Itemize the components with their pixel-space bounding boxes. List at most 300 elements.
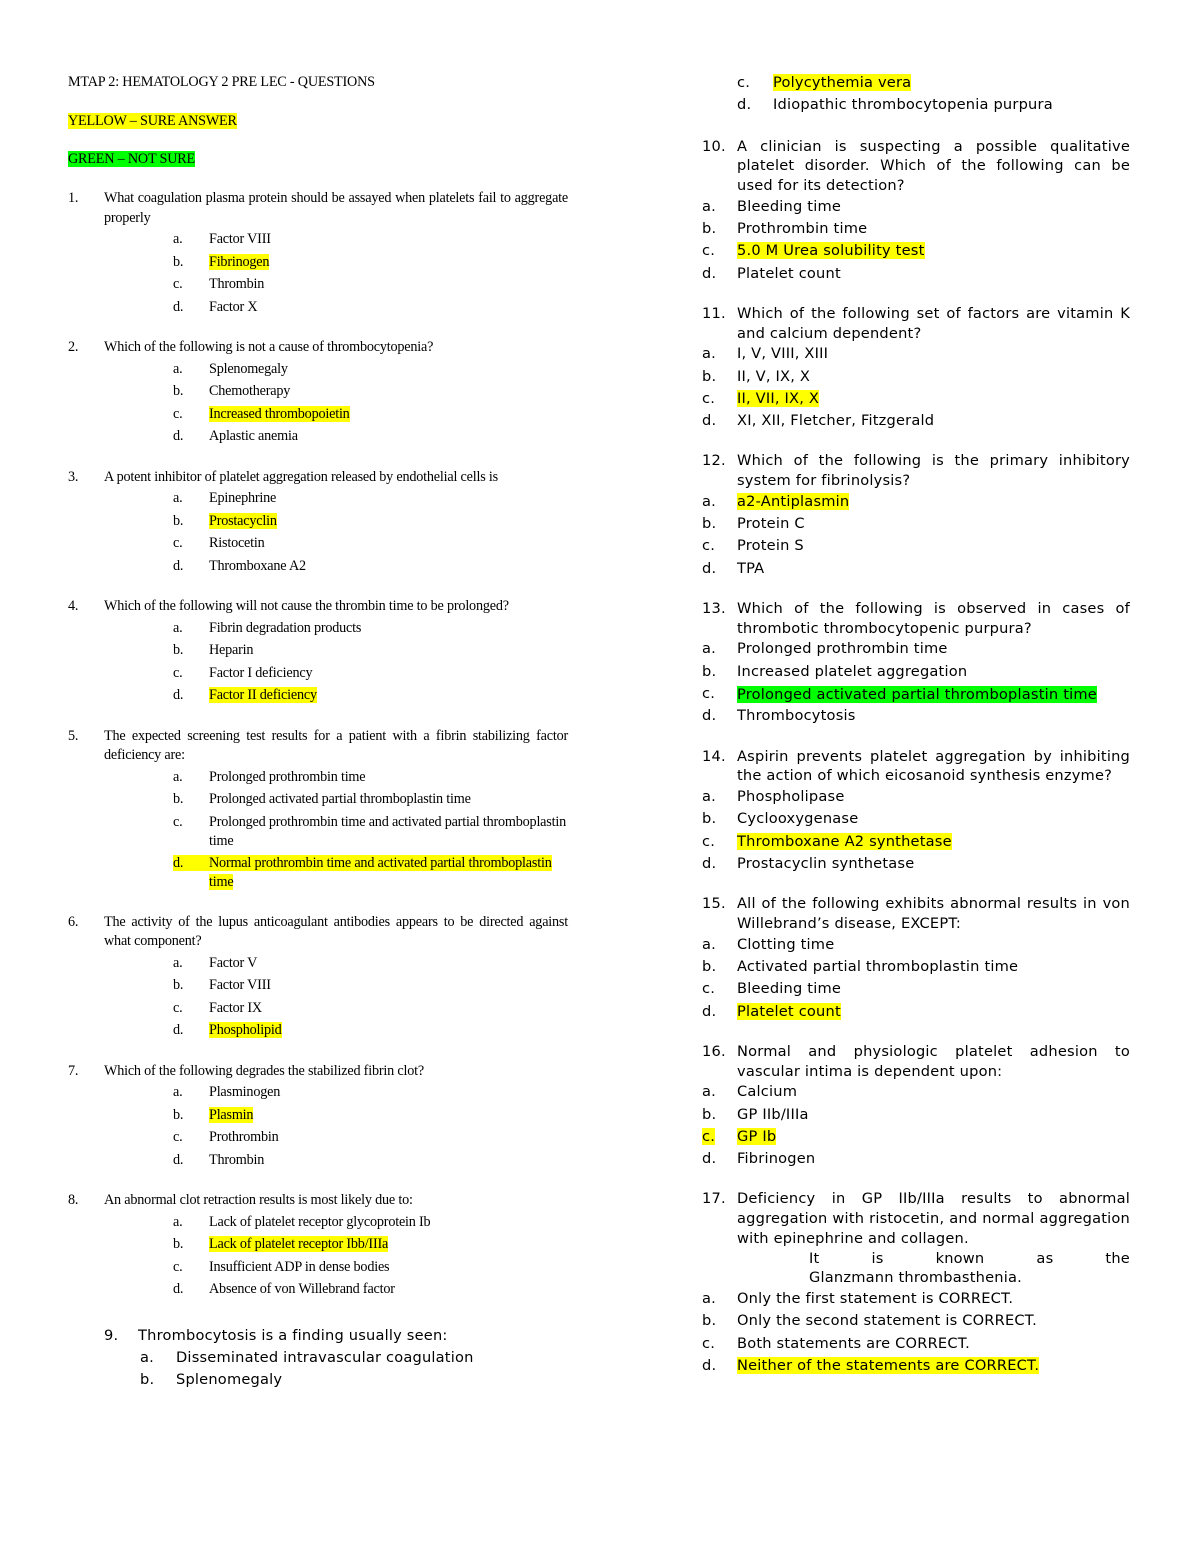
statement-word: known — [935, 1249, 985, 1267]
option-text-value: Prolonged activated partial thromboplastin time — [737, 686, 1097, 704]
answer-option — [140, 1347, 568, 1369]
option-text — [737, 535, 1130, 557]
option-text-value: Plasmin — [209, 1106, 254, 1123]
option-letter-text: c. — [702, 980, 716, 998]
statement-two-end: Glanzmann thrombasthenia. — [809, 1269, 1022, 1287]
answer-option — [173, 1149, 568, 1172]
option-text-value: Fibrin degradation products — [209, 619, 362, 636]
option-text-value: Thrombocytosis — [737, 707, 856, 725]
option-letter — [702, 786, 737, 808]
answer-option — [702, 1104, 1130, 1126]
right-column — [702, 72, 1130, 1377]
option-text — [737, 388, 1130, 410]
question-9 — [105, 1325, 568, 1392]
option-letter-text: d. — [173, 1281, 184, 1297]
option-letter — [702, 661, 737, 683]
option-text — [209, 1211, 568, 1234]
option-letter — [702, 1148, 737, 1170]
question-number: 10. — [702, 137, 726, 155]
option-letter — [173, 662, 209, 685]
option-text-value: Ristocetin — [209, 535, 265, 551]
question-stem: Deficiency in GP IIb/IIIa results to abnormal aggregation with ristocetin, and normal aggregation with epinephrine and collagen. — [737, 1190, 1130, 1247]
question-stem: Which of the following is not a cause of thrombocytopenia? — [104, 339, 434, 355]
option-letter-text: c. — [173, 664, 183, 681]
option-text — [209, 532, 568, 555]
option-letter — [702, 491, 737, 513]
answer-option — [173, 852, 568, 893]
answer-option — [702, 661, 1130, 683]
option-letter — [173, 296, 209, 319]
option-letter-text: c. — [173, 535, 183, 551]
option-text — [209, 510, 568, 533]
answer-option — [173, 684, 568, 707]
answer-option — [173, 1233, 568, 1256]
option-text-value: Bleeding time — [737, 197, 842, 215]
option-text-value: Lack of platelet receptor glycoprotein Ib — [209, 1213, 431, 1230]
question-stem: Which of the following will not cause the thrombin time to be prolonged? — [104, 598, 509, 614]
option-letter — [173, 251, 209, 274]
answer-option — [173, 228, 568, 251]
question-stem: Which of the following is observed in cases of thrombotic thrombocytopenic purpura? — [737, 600, 1130, 637]
question-number — [32, 1191, 104, 1211]
question-stem: An abnormal clot retraction results is most likely due to: — [104, 1192, 413, 1208]
option-text-value: Thromboxane A2 — [209, 557, 306, 574]
question-row — [32, 338, 568, 358]
answer-option — [173, 952, 568, 975]
option-letter-text: c. — [702, 389, 716, 407]
option-text — [737, 491, 1130, 513]
option-letter — [173, 1211, 209, 1234]
option-letter — [173, 510, 209, 533]
option-letter — [702, 808, 737, 830]
option-letter-text: c. — [702, 242, 716, 260]
question-number: 17. — [702, 1190, 726, 1208]
option-letter — [702, 535, 737, 557]
option-text-value: Prothrombin time — [737, 220, 868, 237]
question-row — [702, 1189, 1130, 1248]
question-number — [32, 597, 104, 617]
option-letter — [702, 1001, 737, 1023]
option-letter — [173, 811, 209, 852]
option-letter-text: c. — [173, 1129, 183, 1145]
answer-option — [702, 808, 1130, 830]
question-row — [32, 597, 568, 617]
option-text-value: Phospholipase — [737, 788, 845, 806]
option-letter-text: d. — [702, 1150, 717, 1168]
option-text — [209, 1256, 568, 1279]
answer-option — [702, 513, 1130, 535]
question-row — [702, 137, 1130, 196]
option-letter — [702, 638, 737, 660]
question-number-text: 1. — [68, 190, 79, 206]
answer-option — [173, 974, 568, 997]
option-letter — [173, 639, 209, 662]
option-text — [737, 1001, 1130, 1023]
option-text-value: Factor VIII — [209, 231, 271, 247]
question-number-text: 5. — [68, 727, 79, 744]
question-9-continued — [702, 72, 1130, 117]
option-letter-text: b. — [173, 253, 184, 270]
question-number — [32, 727, 104, 766]
option-text-value: Lack of platelet receptor Ibb/IIIa — [209, 1236, 389, 1252]
option-letter-text: b. — [173, 512, 184, 529]
answer-option — [702, 978, 1130, 1000]
option-letter-text: a. — [173, 360, 183, 377]
option-text — [209, 1081, 568, 1104]
option-letter-text: d. — [173, 428, 184, 444]
answer-option — [702, 1288, 1130, 1310]
option-text-value: II, VII, IX, X — [737, 389, 820, 407]
option-text — [737, 366, 1130, 388]
option-text-value: Absence of von Willebrand factor — [209, 1281, 395, 1297]
answer-option — [173, 639, 568, 662]
option-letter-text: d. — [702, 854, 717, 872]
option-letter — [702, 558, 737, 580]
option-letter — [173, 788, 209, 811]
option-text — [209, 766, 568, 789]
option-text-value: Thrombin — [209, 276, 265, 292]
option-letter: c. — [702, 1334, 716, 1352]
option-text — [737, 786, 1130, 808]
option-letter — [173, 1256, 209, 1279]
option-letter — [173, 766, 209, 789]
option-letter-text: b. — [702, 810, 717, 828]
option-text — [737, 1355, 1130, 1377]
option-letter — [702, 683, 737, 705]
option-letter-text: b. — [173, 1236, 184, 1252]
option-letter: d. — [737, 96, 752, 114]
option-text-value: XI, XII, Fletcher, Fitzgerald — [737, 412, 935, 430]
option-letter — [702, 240, 737, 262]
option-letter-text: b. — [173, 1106, 184, 1123]
question-stem: The expected screening test results for a patient with a fibrin stabilizing factor deficiency are: — [104, 727, 568, 763]
option-text-value: Increased platelet aggregation — [737, 662, 968, 680]
option-text — [737, 196, 1130, 218]
question-number: 15. — [702, 895, 726, 913]
option-text-value: Platelet count — [737, 264, 841, 282]
option-letter-text: c. — [702, 537, 716, 555]
answer-option — [702, 956, 1130, 978]
option-letter-text: d. — [702, 412, 717, 430]
option-text-value: a2-Antiplasmin — [737, 492, 850, 510]
option-text — [209, 380, 568, 403]
option-letter-text: b. — [702, 957, 717, 975]
answer-option — [173, 811, 568, 852]
question-block — [68, 913, 568, 1042]
answer-option — [173, 510, 568, 533]
option-text — [209, 296, 568, 319]
question-row — [32, 1191, 568, 1211]
option-text — [209, 952, 568, 975]
option-text — [209, 997, 568, 1020]
option-text — [209, 662, 568, 685]
option-text — [209, 639, 568, 662]
answer-option — [702, 683, 1130, 705]
answer-option — [702, 1126, 1130, 1148]
question-row — [32, 468, 568, 488]
question-block — [68, 727, 568, 893]
question-block — [702, 1042, 1130, 1171]
question-number — [32, 189, 104, 228]
option-letter — [702, 853, 737, 875]
answer-option — [702, 1148, 1130, 1170]
option-letter-text: d. — [702, 707, 717, 725]
answer-option — [140, 1369, 568, 1391]
question-row — [702, 1042, 1130, 1081]
legend-yellow: YELLOW – SURE ANSWER — [68, 113, 237, 129]
option-text-value: Protein S — [737, 537, 804, 555]
option-letter: c. — [737, 74, 751, 91]
option-letter — [173, 852, 209, 893]
option-text-value: GP Ib — [737, 1127, 777, 1145]
answer-option — [173, 1278, 568, 1301]
question-number: 9. — [104, 1326, 119, 1344]
answer-option — [702, 1081, 1130, 1103]
option-letter-text: a. — [173, 954, 183, 971]
question-row — [32, 189, 568, 228]
option-text — [209, 1233, 568, 1256]
option-letter-text: a. — [702, 345, 716, 363]
question-number: 12. — [702, 452, 726, 470]
answer-option — [702, 558, 1130, 580]
option-letter — [702, 978, 737, 1000]
option-text-value: Activated partial thromboplastin time — [737, 957, 1019, 975]
option-letter — [702, 1081, 737, 1103]
question-number-text: 7. — [68, 1062, 79, 1079]
answer-option — [702, 786, 1130, 808]
option-letter — [173, 1104, 209, 1127]
question-block — [68, 189, 568, 318]
option-letter-text: a. — [702, 492, 716, 510]
answer-option — [173, 662, 568, 685]
option-text-value: Prolonged prothrombin time and activated partial thromboplastin time — [209, 813, 566, 849]
answer-option — [702, 366, 1130, 388]
option-letter — [702, 1104, 737, 1126]
option-letter — [173, 1278, 209, 1301]
option-text-value: Aplastic anemia — [209, 428, 298, 444]
option-text-value: Chemotherapy — [209, 383, 291, 399]
question-17 — [702, 1189, 1130, 1377]
option-text-value: Factor X — [209, 298, 258, 315]
option-text-value: Thrombin — [209, 1151, 265, 1168]
question-block — [68, 1062, 568, 1172]
option-letter-text: d. — [173, 298, 184, 315]
option-text — [209, 974, 568, 997]
answer-option — [173, 296, 568, 319]
question-row — [32, 727, 568, 766]
option-text — [209, 1104, 568, 1127]
answer-option — [173, 997, 568, 1020]
option-text-value: Thromboxane A2 synthetase — [737, 832, 952, 850]
question-stem: Thrombocytosis is a finding usually seen: — [138, 1326, 448, 1344]
option-letter-text: c. — [173, 813, 183, 830]
option-text-value: Prothrombin — [209, 1129, 279, 1145]
question-row — [32, 1062, 568, 1082]
option-text-value: Fibrinogen — [209, 253, 270, 270]
option-letter: b. — [702, 1312, 717, 1330]
option-text — [737, 343, 1130, 365]
option-text-value: Fibrinogen — [737, 1150, 816, 1168]
answer-option — [173, 358, 568, 381]
option-text — [737, 853, 1130, 875]
statement-word: It — [809, 1249, 820, 1267]
option-letter-text: b. — [173, 642, 184, 658]
option-text — [737, 1333, 1130, 1355]
question-row — [104, 1325, 568, 1347]
option-letter-text: a. — [702, 640, 716, 658]
option-letter-text: a. — [173, 768, 183, 785]
left-question-list — [68, 189, 568, 1301]
option-letter-text: a. — [173, 619, 183, 636]
answer-option — [173, 1211, 568, 1234]
option-letter — [702, 366, 737, 388]
option-text — [737, 638, 1130, 660]
answer-option — [702, 1355, 1130, 1377]
option-letter — [173, 997, 209, 1020]
answer-option — [702, 388, 1130, 410]
option-text: Disseminated intravascular coagulation — [176, 1348, 474, 1366]
question-number: 11. — [702, 304, 726, 322]
answer-option — [702, 1333, 1130, 1355]
option-letter — [173, 1149, 209, 1172]
option-text — [737, 831, 1130, 853]
option-text-value: Factor II deficiency — [209, 687, 317, 703]
option-text — [737, 1104, 1130, 1126]
answer-option — [702, 1310, 1130, 1332]
option-text — [209, 684, 568, 707]
question-row — [32, 913, 568, 952]
option-letter-text: d. — [173, 1022, 184, 1038]
option-text-value: Increased thrombopoietin — [209, 405, 350, 422]
answer-option — [173, 788, 568, 811]
answer-option — [702, 343, 1130, 365]
option-text-value: GP IIb/IIIa — [737, 1105, 809, 1123]
option-letter-text: b. — [702, 662, 717, 680]
question-number-text: 3. — [68, 468, 79, 485]
option-letter — [173, 532, 209, 555]
option-text — [209, 1126, 568, 1149]
option-text — [737, 1126, 1130, 1148]
option-letter — [173, 425, 209, 448]
option-text-value: Calcium — [737, 1083, 798, 1101]
option-text — [209, 1149, 568, 1172]
option-letter-text: a. — [173, 490, 183, 506]
option-letter: d. — [702, 1356, 717, 1374]
option-text-value: Factor IX — [209, 999, 262, 1016]
option-text-value: Prostacyclin synthetase — [737, 854, 915, 872]
option-letter: a. — [140, 1348, 154, 1366]
option-letter-text: b. — [173, 791, 184, 807]
option-letter — [702, 831, 737, 853]
option-letter — [173, 1081, 209, 1104]
option-letter-text: a. — [173, 1084, 183, 1100]
option-letter — [173, 974, 209, 997]
option-text-value: Only the first statement is CORRECT. — [737, 1289, 1014, 1307]
question-block — [702, 451, 1130, 580]
option-letter-text: c. — [702, 832, 716, 850]
answer-option — [173, 1081, 568, 1104]
option-text — [737, 956, 1130, 978]
option-text — [209, 788, 568, 811]
question-row — [702, 599, 1130, 638]
option-text — [737, 661, 1130, 683]
question-block — [702, 304, 1130, 433]
option-letter-text: b. — [702, 1105, 717, 1123]
option-text-value: Phospholipid — [209, 1022, 282, 1038]
option-letter-text: c. — [173, 1258, 183, 1275]
option-text — [737, 1081, 1130, 1103]
option-text-value: Cyclooxygenase — [737, 810, 859, 828]
option-letter — [173, 228, 209, 251]
answer-option — [702, 491, 1130, 513]
option-letter: a. — [702, 1289, 716, 1307]
option-text-value: Factor V — [209, 954, 258, 971]
option-letter-text: c. — [173, 276, 183, 292]
answer-option — [173, 403, 568, 426]
option-letter-text: c. — [702, 685, 716, 703]
option-text-value: Clotting time — [737, 935, 835, 953]
option-text — [209, 811, 568, 852]
option-text — [209, 1019, 568, 1042]
option-text — [737, 410, 1130, 432]
answer-option — [737, 72, 1130, 94]
option-letter-text: b. — [173, 383, 184, 399]
option-letter — [702, 218, 737, 240]
option-letter-text: d. — [702, 264, 717, 282]
question-block — [702, 894, 1130, 1023]
option-letter-text: d. — [702, 1002, 717, 1020]
option-text-value: Prostacyclin — [209, 512, 277, 529]
option-letter — [173, 1126, 209, 1149]
option-letter-text: b. — [702, 367, 717, 385]
option-text — [209, 1278, 568, 1301]
option-text-value: Both statements are CORRECT. — [737, 1334, 970, 1352]
option-letter-text: a. — [702, 935, 716, 953]
option-text-value: Insufficient ADP in dense bodies — [209, 1258, 390, 1275]
statement-word: is — [871, 1249, 884, 1267]
option-letter-text: d. — [173, 687, 184, 703]
question-stem: A potent inhibitor of platelet aggregation released by endothelial cells is — [104, 468, 498, 485]
question-number — [32, 1062, 104, 1082]
answer-option — [702, 638, 1130, 660]
question-row — [702, 894, 1130, 933]
option-text — [737, 263, 1130, 285]
option-text — [737, 1310, 1130, 1332]
option-text — [209, 358, 568, 381]
answer-option — [173, 766, 568, 789]
answer-option — [702, 240, 1130, 262]
question-row — [702, 747, 1130, 786]
option-text — [209, 555, 568, 578]
option-text-value: Protein C — [737, 515, 805, 533]
option-text-value: Heparin — [209, 642, 254, 658]
option-letter-text: d. — [173, 1151, 184, 1168]
answer-option — [702, 263, 1130, 285]
question-number — [32, 338, 104, 358]
option-text — [737, 705, 1130, 727]
option-text-value: Neither of the statements are CORRECT. — [737, 1356, 1040, 1374]
question-block — [68, 1191, 568, 1301]
question-number-text: 2. — [68, 339, 79, 355]
question-number: 13. — [702, 600, 726, 618]
option-text — [737, 1288, 1130, 1310]
option-letter — [702, 934, 737, 956]
statement-word: the — [1105, 1249, 1130, 1267]
answer-option — [702, 1001, 1130, 1023]
option-text-value: Idiopathic thrombocytopenia purpura — [773, 96, 1053, 114]
question-block — [702, 137, 1130, 285]
option-letter — [702, 343, 737, 365]
